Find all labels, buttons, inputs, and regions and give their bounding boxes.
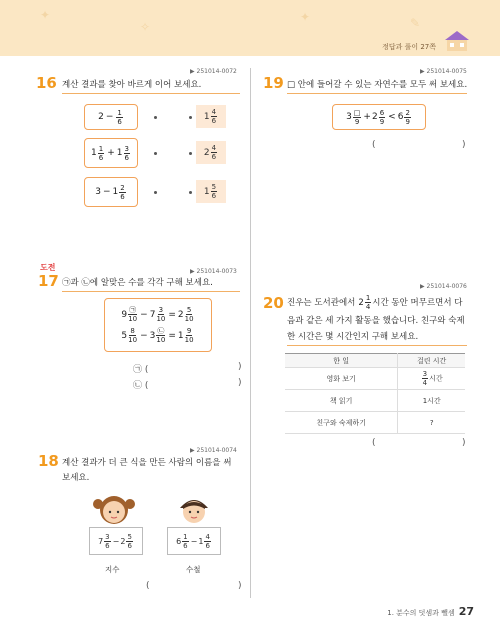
answer-open[interactable]: (: [372, 438, 376, 448]
expression-box[interactable]: 3 − 1 $\frac{2}{6}$: [84, 177, 138, 207]
equation-1: 9 $\frac{㉠}{10}$ − 7 $\frac{3}{10}$ = 2 $\frac{5}{10}$: [121, 306, 194, 323]
answer-close: ): [238, 581, 242, 591]
answer-b-close: ): [238, 378, 242, 388]
question-code: ▶ 251014-0074: [190, 447, 237, 454]
question-text: 한 시간은 몇 시간인지 구해 보세요.: [287, 332, 419, 342]
question-text-line1: 진우는 도서관에서 2 $\frac{1}{4}$ 시간 동안 머무르면서 다: [287, 294, 463, 311]
answer-a-open[interactable]: ㉠ (: [133, 365, 149, 375]
house-icon: [444, 30, 470, 52]
kid-name: 지수: [105, 565, 120, 574]
question-code: ▶ 251014-0072: [190, 68, 237, 75]
question-number: 18: [38, 452, 59, 470]
question-text: □ 안에 들어갈 수 있는 자연수를 모두 써 보세요.: [287, 80, 468, 90]
answer-box[interactable]: 1 $\frac{5}{6}$: [196, 180, 226, 203]
answer-open[interactable]: (: [372, 140, 376, 150]
answer-a-close: ): [238, 362, 242, 372]
expression-board: 7 $\frac{3}{6}$ − 2 $\frac{5}{6}$: [89, 527, 143, 555]
connect-dot[interactable]: [189, 191, 192, 194]
kid-name: 수철: [186, 565, 201, 574]
question-underline: [287, 93, 467, 94]
page-header: [0, 0, 500, 56]
equation-box: [104, 298, 212, 352]
expression-board: 6 $\frac{1}{6}$ − 1 $\frac{4}{6}$: [167, 527, 221, 555]
answer-close: ): [462, 438, 466, 448]
pencil-decoration: ✎: [410, 16, 421, 30]
table-row: 친구와 숙제하기 ?: [285, 412, 465, 434]
question-code: ▶ 251014-0075: [420, 68, 467, 75]
question-underline: [62, 291, 240, 292]
star-decoration: ✧: [140, 20, 151, 34]
question-text: 음과 같은 세 가지 활동을 했습니다. 친구와 숙제: [287, 316, 465, 326]
question-number: 20: [263, 294, 284, 312]
question-text: 보세요.: [62, 473, 90, 483]
girl-illustration: [92, 490, 136, 532]
question-text: 계산 결과가 더 큰 식을 만든 사람의 이름을 써: [62, 458, 232, 468]
question-code: ▶ 251014-0073: [190, 268, 237, 275]
star-decoration: ✦: [300, 10, 311, 24]
connect-dot[interactable]: [189, 116, 192, 119]
connect-dot[interactable]: [189, 152, 192, 155]
answer-box[interactable]: 1 $\frac{4}{6}$: [196, 105, 226, 128]
expression-box[interactable]: 1 $\frac{1}{6}$ + 1 $\frac{3}{6}$: [84, 138, 138, 168]
page-footer: [387, 605, 474, 618]
answer-reference: 정답과 풀이 27쪽: [382, 43, 436, 51]
connect-dot[interactable]: [154, 152, 157, 155]
connect-dot[interactable]: [154, 116, 157, 119]
challenge-badge: 도전: [40, 263, 56, 272]
question-number: 16: [36, 74, 57, 92]
question-text: 계산 결과를 찾아 바르게 이어 보세요.: [62, 80, 202, 90]
question-underline: [287, 345, 467, 346]
answer-open[interactable]: (: [146, 581, 150, 591]
table-header: 걸린 시간: [398, 354, 465, 368]
star-decoration: ✦: [40, 8, 51, 22]
chapter-title: 1. 분수의 덧셈과 뺄셈: [387, 609, 455, 617]
answer-close: ): [462, 140, 466, 150]
answer-b-open[interactable]: ㉡ (: [133, 381, 149, 391]
table-row: 책 읽기 1시간: [285, 390, 465, 412]
question-underline: [62, 93, 240, 94]
table-header: 한 일: [285, 354, 398, 368]
inequality-box: 3 $\frac{□}{9}$ + 2 $\frac{6}{9}$ < 6 $\frac{2}{9}$: [332, 104, 426, 130]
activity-table: [285, 353, 465, 434]
question-number: 17: [38, 272, 59, 290]
question-code: ▶ 251014-0076: [420, 283, 467, 290]
question-number: 19: [263, 74, 284, 92]
answer-box[interactable]: 2 $\frac{4}{6}$: [196, 141, 226, 164]
column-divider: [250, 68, 251, 598]
page-number: 27: [458, 605, 474, 618]
connect-dot[interactable]: [154, 191, 157, 194]
question-text: ㉠과 ㉡에 알맞은 수를 각각 구해 보세요.: [62, 278, 213, 288]
expression-box[interactable]: 2 − $\frac{1}{6}$: [84, 104, 138, 130]
equation-2: 5 $\frac{8}{10}$ − 3 $\frac{㉡}{10}$ = 1 $\frac{9}{10}$: [121, 327, 194, 344]
table-row: 영화 보기 $\frac{3}{4}$ 시간: [285, 368, 465, 390]
boy-illustration: [174, 490, 214, 532]
